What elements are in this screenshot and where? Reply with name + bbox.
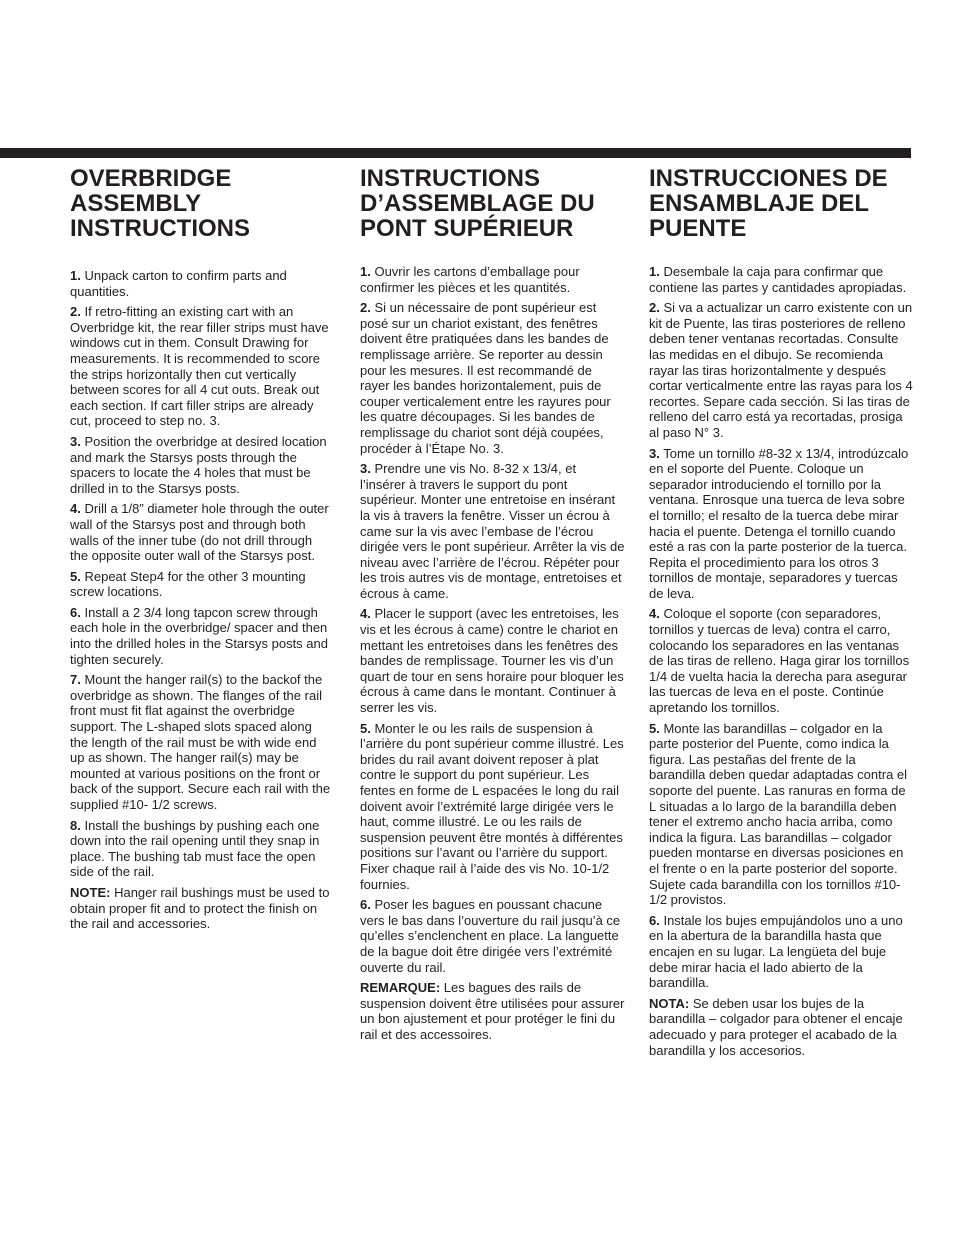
step-text: Repeat Step4 for the other 3 mounting screw locations.	[70, 568, 306, 600]
step-text: Install the bushings by pushing each one down into the rail opening until they snap in place. The bushing tab must face the open side of the rail.	[70, 817, 320, 880]
column-spanish	[649, 166, 914, 1063]
column-french	[360, 166, 625, 1048]
step-text: Prendre une vis No. 8-32 x 13/4, et l’insérer à travers le support du pont supérieur. Monter une entretoise en insérant la vis à travers la fenêtre. Visser un écrou à came sur la vis avec l’embase de l’écrou dirigée vers le pont supérieur. Arrêter la vis de niveau avec l’arrière de l’écrou. Répéter pour les trois autres vis de montage, entretoises et écrous à came.	[360, 461, 625, 601]
step-number: 4.	[70, 501, 81, 517]
step-number: REMARQUE:	[360, 980, 441, 996]
instruction-step	[70, 818, 332, 880]
instruction-step	[70, 569, 332, 600]
instruction-step	[360, 606, 625, 715]
step-text: Hanger rail bushings must be used to obtain proper fit and to protect the finish on the rail and accessories.	[70, 884, 330, 932]
step-text: Se deben usar los bujes de la barandilla – colgador para obtener el encaje adecuado y para proteger el acabado de la barandilla y los accesorios.	[649, 995, 903, 1058]
step-text: Monte las barandillas – colgador en la parte posterior del Puente, como indica la figura. Las pestañas del frente de la barandilla deben quedar adaptadas contra el soporte del puente. Las ranuras en forma de L situadas a lo largo de la barandilla deben tener el extremo ancho hacia arriba, como indica la figura. Las barandillas – colgador pueden montarse en diversas posiciones en el frente o en la parte posterior del soporte. Sujete cada barandilla con los tornillos #10- 1/2 provistos.	[649, 720, 908, 908]
step-number: 5.	[70, 568, 81, 584]
instruction-step	[70, 268, 332, 299]
steps-list-english	[70, 268, 332, 932]
step-number: 2.	[649, 300, 660, 316]
step-text: Si un nécessaire de pont supérieur est posé sur un chariot existant, des fenêtres doivent être pratiquées dans les bandes de remplissage arrière. Se reporter au dessin pour les mesures. Il est recommandé de rayer les bandes horizontalement, puis de couper verticalement entre les rayures pour les quatre découpages. Si les bandes de remplissage du chariot sont déjà coupées, procéder à l’Étape No. 3.	[360, 300, 611, 456]
steps-list-spanish	[649, 264, 914, 1058]
instruction-step	[360, 300, 625, 456]
column-title-french: INSTRUCTIONS D’ASSEMBLAGE DU PONT SUPÉRIEUR	[360, 165, 595, 242]
step-number: 1.	[649, 264, 660, 279]
step-number: 2.	[360, 300, 371, 316]
step-number: 6.	[360, 897, 371, 913]
step-number: NOTA:	[649, 995, 690, 1011]
instruction-step	[649, 606, 914, 715]
step-number: 6.	[649, 912, 660, 928]
instruction-step	[649, 264, 914, 295]
step-number: NOTE:	[70, 884, 111, 900]
step-text: Mount the hanger rail(s) to the backof the overbridge as shown. The flanges of the rail front must fit flat against the overbridge support. The L-shaped slots spaced along the length of the rail must be with wide end up as shown. The hanger rail(s) may be mounted at various positions on the front or back of the support. Secure each rail with the supplied #10- 1/2 screws.	[70, 672, 331, 812]
instruction-step	[649, 996, 914, 1058]
steps-list-french	[360, 264, 625, 1043]
step-text: Install a 2 3/4 long tapcon screw through each hole in the overbridge/ spacer and then into the drilled holes in the Starsys posts and tighten securely.	[70, 604, 328, 667]
instruction-step	[360, 980, 625, 1042]
instruction-step	[70, 434, 332, 496]
step-text: Instale los bujes empujándolos uno a uno en la abertura de la barandilla hasta que encajen en su lugar. La lengüeta del buje debe mirar hacia el lado abierto de la barandilla.	[649, 912, 903, 991]
step-text: Ouvrir les cartons d’emballage pour confirmer les pièces et les quantités.	[360, 264, 580, 295]
step-text: Desembale la caja para confirmar que contiene las partes y cantidades apropiadas.	[649, 264, 907, 295]
step-number: 1.	[360, 264, 371, 279]
column-title-spanish: INSTRUCCIONES DE ENSAMBLAJE DEL PUENTE	[649, 165, 888, 242]
instruction-step	[360, 897, 625, 975]
step-number: 6.	[70, 604, 81, 620]
step-number: 5.	[360, 720, 371, 736]
step-number: 3.	[70, 433, 81, 449]
step-number: 1.	[70, 268, 81, 283]
instruction-step	[649, 300, 914, 440]
instruction-step	[649, 446, 914, 602]
instruction-step	[360, 461, 625, 601]
instruction-step	[649, 913, 914, 991]
instruction-step	[649, 721, 914, 908]
instruction-step	[70, 501, 332, 563]
step-text: Position the overbridge at desired location and mark the Starsys posts through the spacers to locate the 4 holes that must be drilled in to the Starsys posts.	[70, 433, 327, 496]
column-english	[70, 166, 332, 937]
top-rule	[0, 148, 911, 158]
instruction-step	[360, 264, 625, 295]
step-number: 8.	[70, 817, 81, 833]
step-text: Coloque el soporte (con separadores, tornillos y tuercas de leva) contra el carro, colocando los separadores en las ventanas de las tiras de relleno. Haga girar los tornillos 1/4 de vuelta hacia la derecha para asegurar las tuercas de leva en el poste. Continúe apretando los tornillos.	[649, 606, 910, 716]
step-number: 7.	[70, 672, 81, 688]
step-number: 4.	[360, 606, 371, 622]
step-number: 3.	[649, 445, 660, 461]
instruction-step	[70, 304, 332, 429]
step-text: Tome un tornillo #8-32 x 13/4, introdúzcalo en el soporte del Puente. Coloque un separador introduciendo el tornillo por la ventana. Enrosque una tuerca de leva sobre el tornillo; el resalto de la tuerca debe mirar hacia el puente. Detenga el tornillo cuando esté a ras con la parte posterior de la tuerca. Repita el procedimiento para los otros 3 tornillos de montaje, separadores y tuercas de leva.	[649, 445, 909, 601]
step-number: 3.	[360, 461, 371, 477]
step-text: Si va a actualizar un carro existente con un kit de Puente, las tiras posteriores de relleno deben tener ventanas recortadas. Consulte las medidas en el dibujo. Se recomienda rayar las tiras horizontalmente y después cortar verticalmente entre las rayas para los 4 recortes. Separe cada sección. Si las tiras de relleno del carro está ya recortadas, prosiga al paso N° 3.	[649, 300, 913, 440]
step-text: If retro-fitting an existing cart with an Overbridge kit, the rear filler strips must have windows cut in them. Consult Drawing for measurements. It is recommended to score the strips horizontally then cut vertically between scores for all 4 cut outs. Break out each section. If cart filler strips are already cut, proceed to step no. 3.	[70, 304, 329, 429]
step-text: Drill a 1/8” diameter hole through the outer wall of the Starsys post and through both walls of the inner tube (do not drill through the opposite outer wall of the Starsys post.	[70, 501, 329, 564]
column-title-english: OVERBRIDGE ASSEMBLY INSTRUCTIONS	[70, 165, 250, 242]
instruction-step	[70, 885, 332, 932]
step-text: Placer le support (avec les entretoises, les vis et les écrous à came) contre le chariot en mettant les entretoises dans les fenêtres des bandes de remplissage. Tourner les vis d’un quart de tour en sens horaire pour bloquer les écrous à came dans le montant. Continuer à serrer les vis.	[360, 606, 624, 716]
step-number: 5.	[649, 720, 660, 736]
instruction-step	[70, 672, 332, 812]
step-text: Unpack carton to confirm parts and quantities.	[70, 268, 287, 299]
step-text: Poser les bagues en poussant chacune vers le bas dans l’ouverture du rail jusqu’à ce qu’elles s’enclenchent en place. La languette de la bague doit être dirigée vers l’extrémité ouverte du rail.	[360, 897, 621, 975]
step-text: Monter le ou les rails de suspension à l’arrière du pont supérieur comme illustré. Les brides du rail avant doivent reposer à plat contre le support du pont supérieur. Les fentes en forme de L espacées le long du rail doivent avoir l’extrémité large dirigée vers le haut, comme illustré. Le ou les rails de suspension peuvent être montés à différentes positions sur l’avant ou l’arrière du support. Fixer chaque rail à l’aide des vis No. 10-1/2 fournies.	[360, 720, 624, 892]
step-text: Les bagues des rails de suspension doivent être utilisées pour assurer un bon ajustement et pour protéger le fini du rail et des accessoires.	[360, 980, 625, 1042]
step-number: 2.	[70, 304, 81, 320]
step-number: 4.	[649, 606, 660, 622]
instruction-step	[360, 721, 625, 893]
instruction-step	[70, 605, 332, 667]
